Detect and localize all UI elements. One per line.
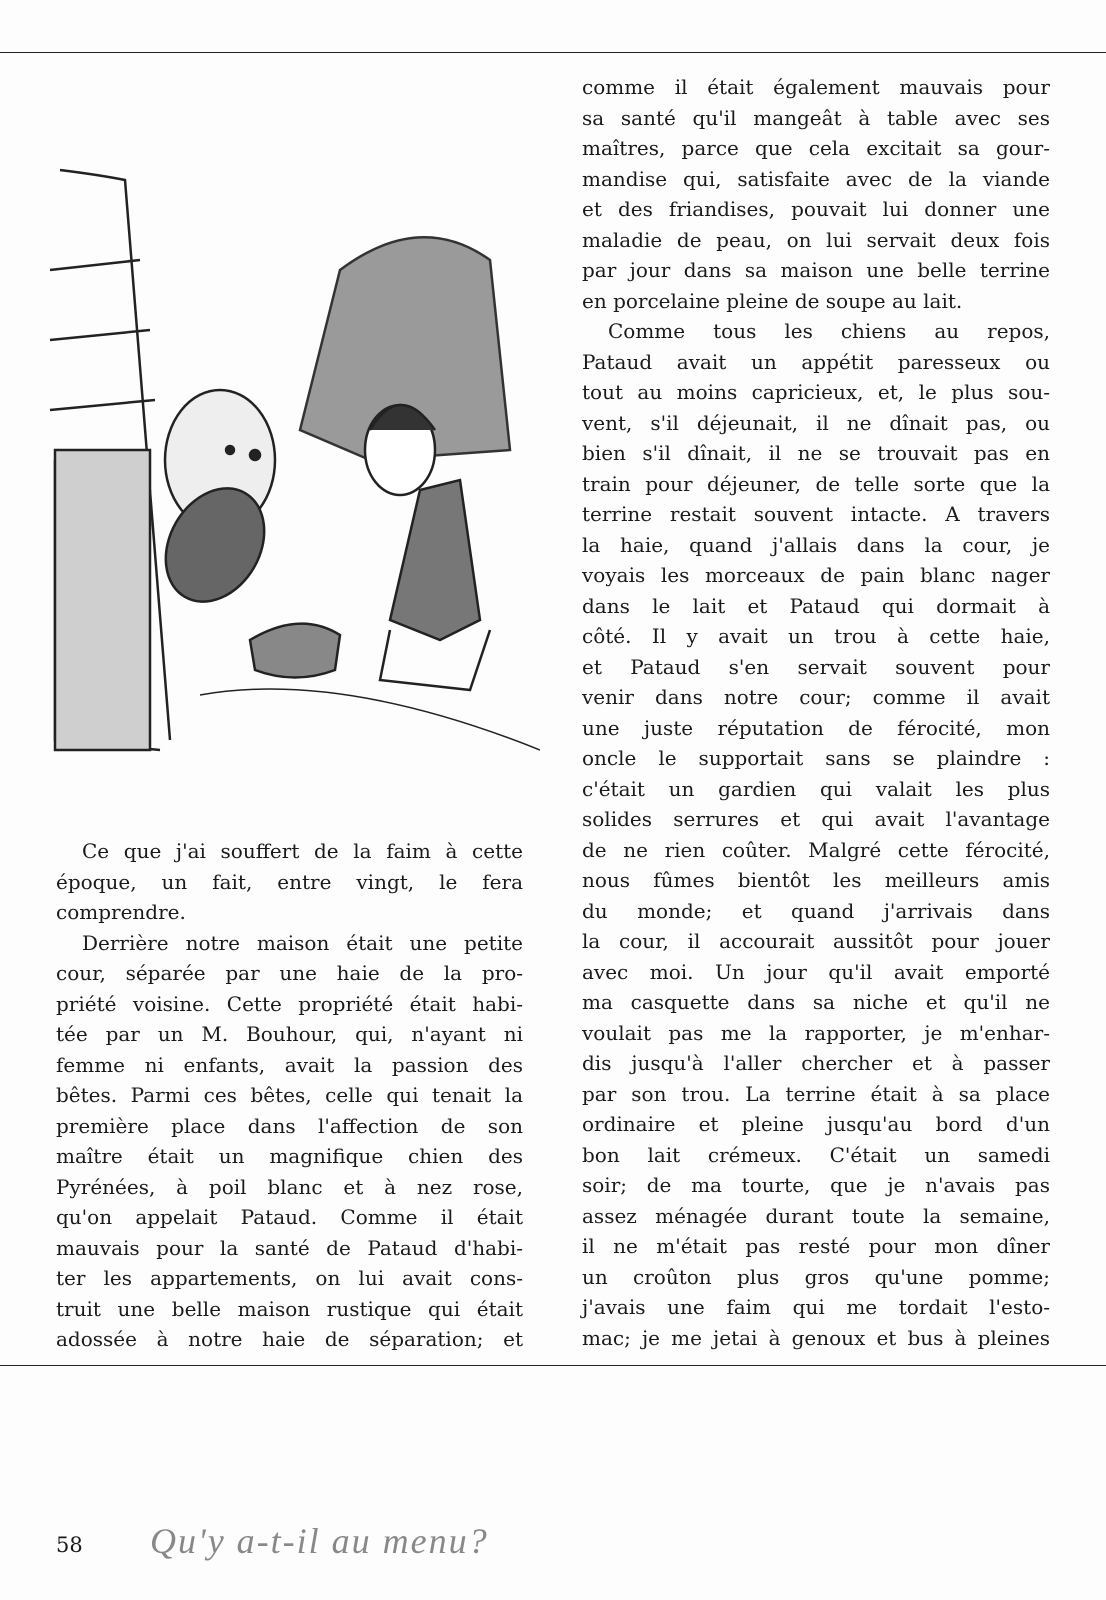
right-column	[582, 72, 1050, 1353]
text-line: soir; de ma tourte, que je n'avais pas	[582, 1173, 1050, 1197]
text-line: de ne rien coûter. Malgré cette férocité,	[582, 837, 1050, 862]
illustration-dog-and-boy	[40, 150, 540, 780]
text-line: bon lait crémeux. C'était un samedi	[582, 1142, 1050, 1167]
text-line: par jour dans sa maison une belle terrine	[582, 258, 1050, 282]
text-line: côté. Il y avait un trou à cette haie,	[582, 624, 1050, 648]
text-line: sa santé qu'il mangeât à table avec ses	[582, 105, 1050, 130]
text-line: j'avais une faim qui me tordait l'esto-	[582, 1295, 1050, 1319]
text-line: tout au moins capricieux, et, le plus sou-	[582, 380, 1050, 404]
text-line: Comme tous les chiens au repos,	[608, 319, 1050, 343]
top-rule	[0, 52, 1106, 53]
text-line: mac; je me jetai à genoux et bus à pleines	[582, 1325, 1050, 1350]
text-line: voyais les morceaux de pain blanc nager	[582, 563, 1050, 587]
text-line: du monde; et quand j'arrivais dans	[582, 898, 1050, 923]
text-line: une juste réputation de férocité, mon	[582, 715, 1050, 740]
text-line: dis jusqu'à l'aller chercher et à passer	[582, 1051, 1050, 1075]
text-line: ter les appartements, on lui avait cons-	[56, 1266, 523, 1290]
running-title: Qu'y a-t-il au menu?	[150, 1521, 489, 1561]
text-line: en porcelaine pleine de soupe au lait.	[582, 288, 963, 313]
text-line: tée par un M. Bouhour, qui, n'ayant ni	[56, 1022, 523, 1046]
text-line: Ce que j'ai souffert de la faim à cette	[82, 839, 523, 863]
text-line: ordinaire et pleine jusqu'au bord d'un	[582, 1112, 1050, 1136]
bottom-rule	[0, 1365, 1106, 1366]
text-line: Pyrénées, à poil blanc et à nez rose,	[56, 1174, 523, 1199]
text-line: mandise qui, satisfaite avec de la viande	[582, 166, 1050, 191]
page-number: 58	[56, 1533, 83, 1557]
text-line: Derrière notre maison était une petite	[82, 930, 523, 955]
text-line: priété voisine. Cette propriété était habi-	[56, 991, 523, 1016]
text-line: femme ni enfants, avait la passion des	[56, 1052, 523, 1077]
text-line: époque, un fait, entre vingt, le fera	[56, 869, 523, 894]
text-line: et Pataud s'en servait souvent pour	[582, 654, 1050, 679]
text-line: vent, s'il déjeunait, il ne dînait pas, ou	[582, 410, 1050, 435]
text-line: par son trou. La terrine était à sa place	[582, 1081, 1050, 1106]
text-line: oncle le supportait sans se plaindre :	[582, 746, 1050, 770]
text-line: adossée à notre haie de séparation; et	[56, 1327, 523, 1351]
text-line: comprendre.	[56, 900, 186, 924]
text-line: qu'on appelait Pataud. Comme il était	[56, 1205, 523, 1229]
text-line: la haie, quand j'allais dans la cour, je	[582, 532, 1050, 557]
text-line: assez ménagée durant toute la semaine,	[582, 1203, 1050, 1228]
text-line: première place dans l'affection de son	[56, 1113, 523, 1138]
text-line: ma casquette dans sa niche et qu'il ne	[582, 990, 1050, 1014]
text-line: bêtes. Parmi ces bêtes, celle qui tenait la	[56, 1083, 523, 1107]
text-line: dans le lait et Pataud qui dormait à	[582, 593, 1050, 618]
text-line: cour, séparée par une haie de la pro-	[56, 961, 523, 985]
text-line: voulait pas me la rapporter, je m'enhar-	[582, 1020, 1050, 1045]
left-column	[56, 836, 523, 1355]
text-line: et des friandises, pouvait lui donner une	[582, 197, 1050, 221]
text-line: mauvais pour la santé de Pataud d'habi-	[56, 1235, 523, 1260]
text-line: maître était un magnifique chien des	[56, 1144, 523, 1168]
text-line: Pataud avait un appétit paresseux ou	[582, 349, 1050, 374]
text-line: il ne m'était pas resté pour mon dîner	[582, 1234, 1050, 1258]
text-line: nous fûmes bientôt les meilleurs amis	[582, 868, 1050, 892]
text-line: venir dans notre cour; comme il avait	[582, 685, 1050, 709]
text-line: terrine restait souvent intacte. A travers	[582, 502, 1050, 526]
text-line: maîtres, parce que cela excitait sa gour-	[582, 136, 1050, 160]
text-line: truit une belle maison rustique qui était	[56, 1296, 523, 1321]
text-line: solides serrures et qui avait l'avantage	[582, 807, 1050, 831]
text-line: avec moi. Un jour qu'il avait emporté	[582, 959, 1050, 984]
text-line: c'était un gardien qui valait les plus	[582, 776, 1050, 801]
text-line: train pour déjeuner, de telle sorte que la	[582, 471, 1050, 496]
text-line: maladie de peau, on lui servait deux fois	[582, 227, 1050, 252]
text-line: bien s'il dînait, il ne se trouvait pas en	[582, 441, 1050, 465]
text-line: la cour, il accourait aussitôt pour jouer	[582, 929, 1050, 953]
text-line: comme il était également mauvais pour	[582, 75, 1050, 99]
text-line: un croûton plus gros qu'une pomme;	[582, 1264, 1050, 1289]
